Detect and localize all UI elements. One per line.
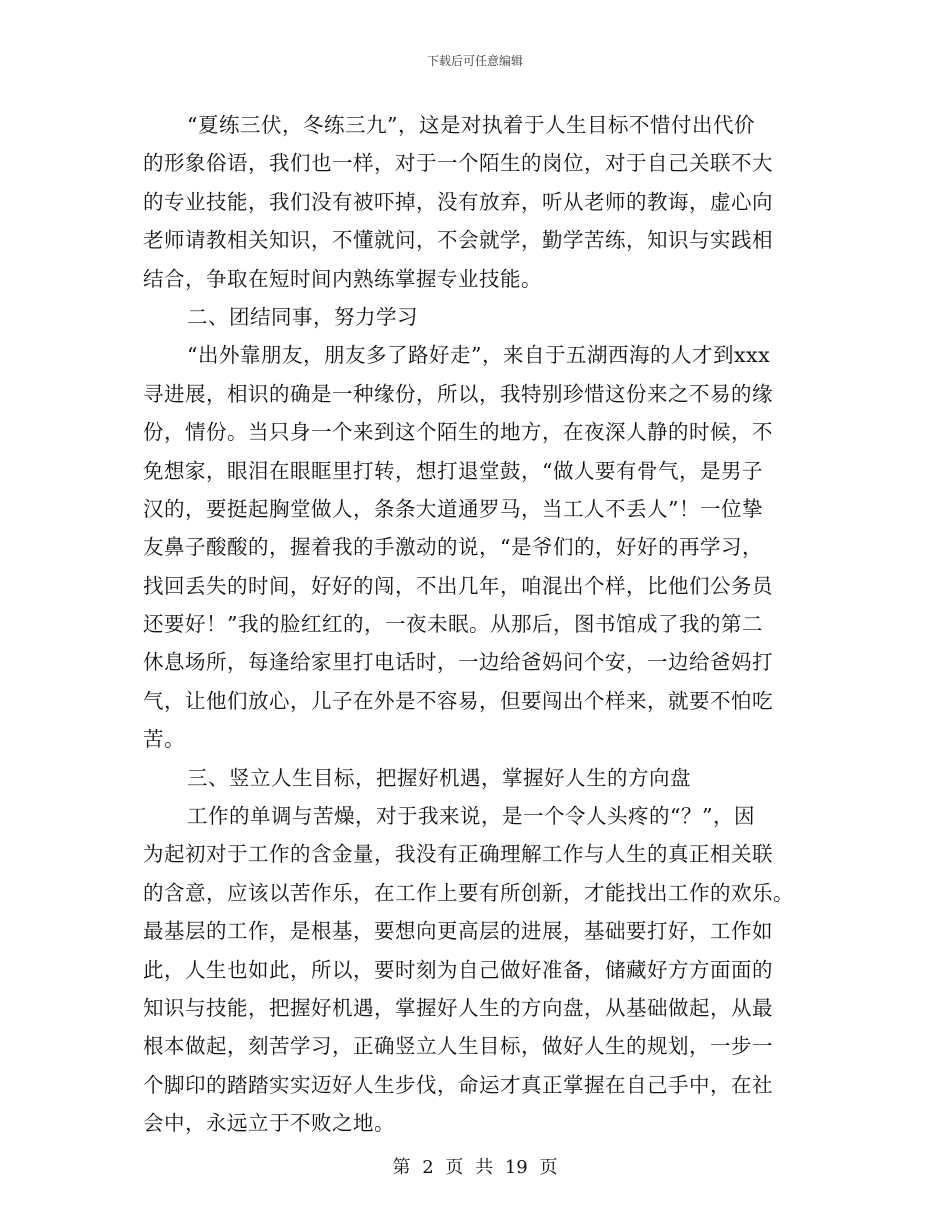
paragraph-line: 根本做起，刻苦学习，正确竖立人生目标，做好人生的规划，一步一 [143,1034,773,1059]
paragraph-line: 此，人生也如此，所以，要时刻为自己做好准备，储藏好方方面面的 [143,957,773,982]
paragraph-line: 会中，永远立于不败之地。 [143,1111,395,1136]
paragraph-line: 最基层的工作，是根基，要想向更高层的进展，基础要打好，工作如 [143,919,773,944]
paragraph-line: 休息场所，每逢给家里打电话时，一边给爸妈问个安，一边给爸妈打 [143,650,773,675]
paragraph-line: 的含意，应该以苦作乐，在工作上要有所创新，才能找出工作的欢乐。 [143,880,794,905]
paragraph-line: 工作的单调与苦燥，对于我来说，是一个令人头疼的“？”，因 [187,804,755,829]
paragraph-line: 的形象俗语，我们也一样，对于一个陌生的岗位，对于自己关联不大 [143,151,773,176]
section-heading: 二、团结同事，努力学习 [187,304,418,329]
section-heading: 三、竖立人生目标，把握好机遇，掌握好人生的方向盘 [187,765,691,790]
paragraph-line: 寻进展，相识的确是一种缘份，所以，我特别珍惜这份来之不易的缘 [143,381,773,406]
paragraph-line: “出外靠朋友，朋友多了路好走”，来自于五湖西海的人才到xxx [187,343,771,368]
paragraph-line: 找回丢失的时间，好好的闯，不出几年，咱混出个样，比他们公务员 [143,573,773,598]
paragraph-line: 免想家，眼泪在眼眶里打转，想打退堂鼓，“做人要有骨气，是男子 [143,458,763,483]
paragraph-line: 还要好！”我的脸红红的，一夜未眠。从那后，图书馆成了我的第二 [143,612,763,637]
paragraph-line: 结合，争取在短时间内熟练掌握专业技能。 [143,266,542,291]
paragraph-line: 知识与技能，把握好机遇，掌握好人生的方向盘，从基础做起，从最 [143,995,773,1020]
page-footer: 第 2 页 共 19 页 [392,1157,558,1178]
page-header: 下载后可任意编辑 [426,54,523,68]
paragraph-line: 气，让他们放心，儿子在外是不容易，但要闯出个样来，就要不怕吃 [143,688,773,713]
paragraph-line: 为起初对于工作的含金量，我没有正确理解工作与人生的真正相关联 [143,842,773,867]
paragraph-line: “夏练三伏，冬练三九”，这是对执着于人生目标不惜付出代价 [187,113,755,137]
paragraph-line: 汉的，要挺起胸堂做人，条条大道通罗马，当工人不丢人”！一位挚 [143,496,763,521]
paragraph-line: 友鼻子酸酸的，握着我的手激动的说，“是爷们的，好好的再学习， [143,535,763,560]
document-body [143,106,823,1143]
paragraph-line: 个脚印的踏踏实实迈好人生步伐，命运才真正掌握在自己手中，在社 [143,1072,773,1097]
paragraph-line: 老师请教相关知识，不懂就问，不会就学，勤学苦练，知识与实践相 [143,228,773,253]
paragraph-line: 的专业技能，我们没有被吓掉，没有放弃，听从老师的教诲，虚心向 [143,189,773,214]
paragraph-line: 份，情份。当只身一个来到这个陌生的地方，在夜深人静的时候，不 [143,420,773,445]
paragraph-line: 苦。 [143,727,185,752]
